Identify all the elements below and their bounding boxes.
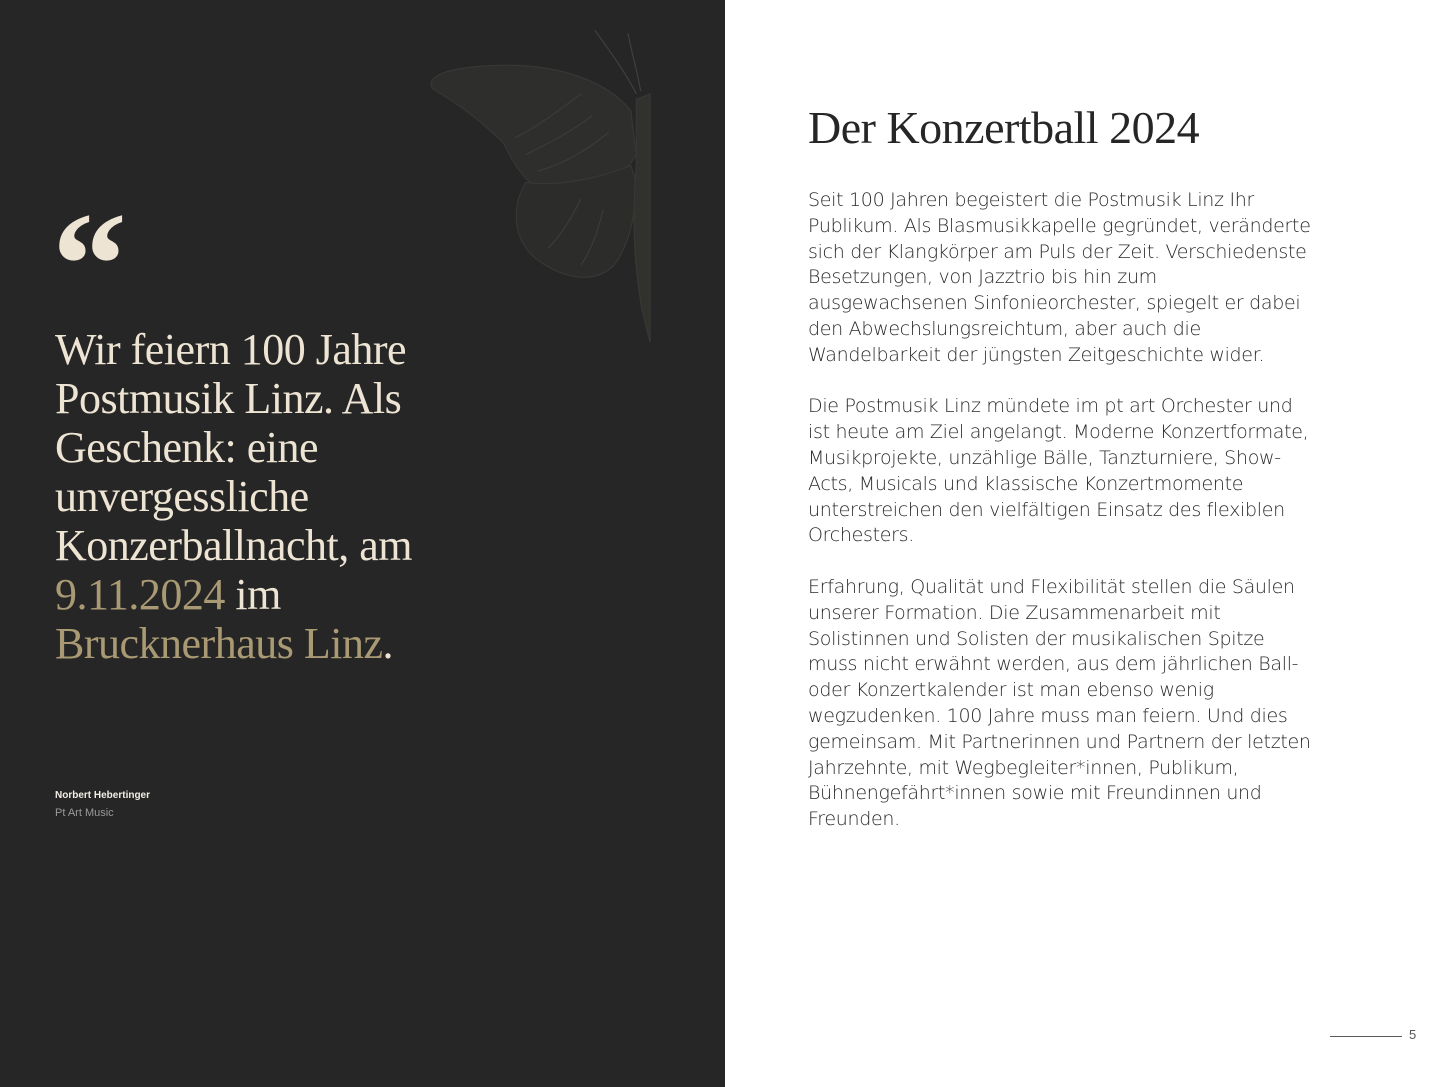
quote-text-2: im bbox=[224, 570, 281, 619]
page-number-rule bbox=[1330, 1036, 1402, 1037]
pull-quote bbox=[55, 325, 475, 668]
page-number: 5 bbox=[1409, 1027, 1417, 1042]
quote-venue: Brucknerhaus Linz bbox=[55, 619, 383, 668]
quote-author bbox=[55, 789, 150, 821]
article-body bbox=[808, 188, 1318, 859]
author-organization: Pt Art Music bbox=[55, 807, 114, 819]
quote-end: . bbox=[382, 619, 393, 668]
article-title: Der Konzertball 2024 bbox=[808, 102, 1200, 153]
article-paragraph: Seit 100 Jahren begeistert die Postmusik Linz Ihr Publikum. Als Blasmusikkapelle gegründet, veränderte sich der Klangkörper am Puls der Zeit. Verschiedenste Besetzungen, von Jazztrio bis hin zum ausgewachsenen Sinfonieorchester, spiegelt er dabei den Abwechslungsreichtum, aber auch die Wandelbarkeit der jüngsten Zeitgeschichte wider. bbox=[808, 189, 1311, 366]
article-paragraph: Erfahrung, Qualität und Flexibilität stellen die Säulen unserer Formation. Die Zusammenarbeit mit Solistinnen und Solisten der musikalischen Spitze muss nicht erwähnt werden, aus dem jährlichen Ball- oder Konzertkalender ist man ebenso wenig wegzudenken. 100 Jahre muss man feiern. Und dies gemeinsam. Mit Partnerinnen und Partnern der letzten Jahrzehnte, mit Wegbegleiter*innen, Publikum, Bühnengefährt*innen sowie mit Freundinnen und Freunden. bbox=[808, 575, 1311, 831]
quote-mark: “ bbox=[52, 182, 127, 348]
quote-text-1: Wir feiern 100 Jahre Postmusik Linz. Als Geschenk: eine unvergessliche Konzerballnacht, am bbox=[55, 325, 413, 570]
article-paragraph: Die Postmusik Linz mündete im pt art Orchester und ist heute am Ziel angelangt. Moderne Konzertformate, Musikprojekte, unzählige Bälle, Tanzturniere, Show-Acts, Musicals und klassische Konzertmomente unterstreichen den vielfältigen Einsatz des flexiblen Orchesters. bbox=[808, 395, 1309, 547]
quote-date: 9.11.2024 bbox=[55, 570, 225, 619]
right-panel bbox=[725, 0, 1450, 1087]
author-name: Norbert Hebertinger bbox=[55, 790, 151, 801]
